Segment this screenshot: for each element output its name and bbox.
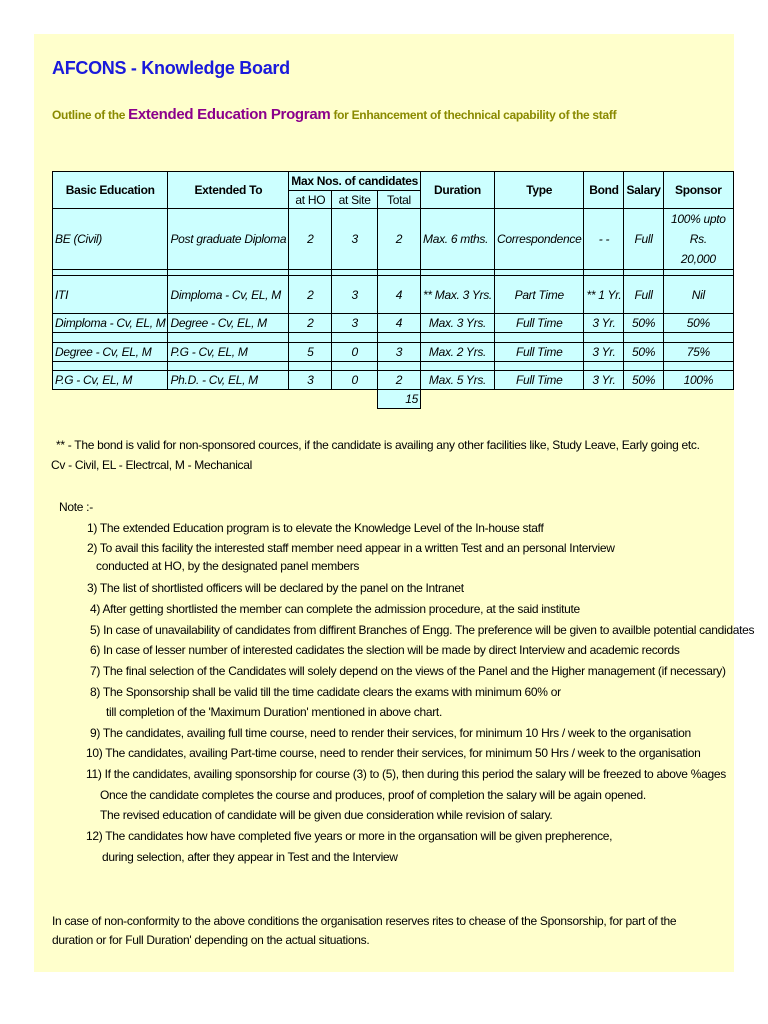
note-item: 9) The candidates, availing full time course, need to render their services, for minimum 10 Hrs / week to the organisation (90, 726, 691, 740)
page-title: AFCONS - Knowledge Board (52, 58, 290, 78)
header-type: Type (494, 172, 584, 209)
note-item: 7) The final selection of the Candidates will solely depend on the views of the Panel and the Higher management (if necessary) (90, 664, 726, 678)
cell-site: 0 (332, 371, 378, 390)
header-duration: Duration (421, 172, 495, 209)
spreadsheet-page (34, 34, 755, 972)
table-row (53, 343, 734, 362)
cell-ho: 2 (289, 314, 332, 333)
cell-total: 2 (377, 209, 420, 270)
header-extended-to: Extended To (168, 172, 289, 209)
header-total: Total (377, 191, 420, 209)
cell-type: Full Time (494, 314, 584, 333)
spacer-row (53, 362, 734, 371)
table-row (53, 209, 734, 270)
cell-duration: Max. 5 Yrs. (421, 371, 495, 390)
table-row (53, 276, 734, 314)
bond-footnote: ** - The bond is valid for non-sponsored cources, if the candidate is availing any other facilities like, Study Leave, Early going etc. (56, 438, 700, 452)
cell-salary: 50% (624, 371, 663, 390)
cell-site: 3 (332, 209, 378, 270)
cell-total: 3 (377, 343, 420, 362)
header-row-1 (53, 172, 734, 191)
note-label: Note :- (59, 500, 93, 514)
cell-total: 2 (377, 371, 420, 390)
note-item: Once the candidate completes the course and produces, proof of completion the salary will be again opened. (100, 788, 646, 802)
cell-salary: Full (624, 209, 663, 270)
header-basic-education: Basic Education (53, 172, 168, 209)
cell-extended: Dimploma - Cv, EL, M (168, 276, 289, 314)
note-item: 5) In case of unavailability of candidates from diffirent Branches of Engg. The preference will be given to availble potential candidates (90, 623, 755, 637)
cell-sponsor-line-2: 20,000 (680, 252, 716, 266)
cell-type: Full Time (494, 371, 584, 390)
note-item: 12) The candidates how have completed five years or more in the organsation will be given prepherence, (86, 829, 613, 843)
cell-type: Correspondence (494, 209, 584, 270)
cell-bond: 3 Yr. (584, 371, 624, 390)
header-max-nos: Max Nos. of candidates (289, 172, 421, 191)
closing-statement: In case of non-conformity to the above conditions the organisation reserves rites to chease of the Sponsorship, for part of the duration or for Full Duration' depending on the actual situations. (52, 914, 677, 947)
header-salary: Salary (624, 172, 663, 209)
cell-duration: Max. 3 Yrs. (421, 314, 495, 333)
cell-bond: - - (584, 209, 624, 270)
table-row (53, 314, 734, 333)
cell-duration: Max. 2 Yrs. (421, 343, 495, 362)
cell-ho: 3 (289, 371, 332, 390)
note-item: 2) To avail this facility the interested staff member need appear in a written Test and an personal Interview (87, 541, 615, 555)
grand-total-row (53, 390, 734, 409)
cell-extended: Ph.D. - Cv, EL, M (168, 371, 289, 390)
note-item: 4) After getting shortlisted the member can complete the admission procedure, at the said institute (90, 602, 580, 616)
cell-site: 0 (332, 343, 378, 362)
subtitle-post: for Enhancement of thechnical capability of the staff (330, 108, 617, 122)
cell-basic: P.G - Cv, EL, M (53, 371, 168, 390)
note-item: The revised education of candidate will be given due consideration while revision of salary. (100, 808, 553, 822)
grand-total-cell: 15 (377, 390, 420, 409)
cell-extended: Post graduate Diploma (168, 209, 289, 270)
note-item: till completion of the 'Maximum Duration' mentioned in above chart. (106, 705, 442, 719)
cell-sponsor: Nil (663, 276, 733, 314)
note-item: conducted at HO, by the designated panel members (96, 559, 360, 573)
header-at-site: at Site (332, 191, 378, 209)
subtitle-pre: Outline of the (52, 108, 129, 122)
cell-total: 4 (377, 314, 420, 333)
cell-sponsor: 75% (663, 343, 733, 362)
cell-site: 3 (332, 314, 378, 333)
cell-ho: 2 (289, 276, 332, 314)
subtitle-program: Extended Education Program (128, 106, 331, 123)
cell-sponsor (663, 209, 733, 270)
cell-total: 4 (377, 276, 420, 314)
cell-bond: ** 1 Yr. (584, 276, 624, 314)
header-sponsor: Sponsor (663, 172, 733, 209)
cell-sponsor-line-1: 100% upto Rs. (671, 212, 726, 246)
cell-extended: Degree - Cv, EL, M (168, 314, 289, 333)
cell-bond: 3 Yr. (584, 314, 624, 333)
spacer-row (53, 333, 734, 343)
cell-type: Part Time (494, 276, 584, 314)
subtitle (52, 106, 616, 123)
note-item: 3) The list of shortlisted officers will be declared by the panel on the Intranet (87, 581, 464, 595)
table-row (53, 371, 734, 390)
header-at-ho: at HO (289, 191, 332, 209)
abbreviations: Cv - Civil, EL - Electrcal, M - Mechanical (51, 458, 252, 472)
cell-ho: 2 (289, 209, 332, 270)
header-bond: Bond (584, 172, 624, 209)
cell-type: Full Time (494, 343, 584, 362)
note-item: 10) The candidates, availing Part-time course, need to render their services, for minimum 50 Hrs / week to the organisation (86, 746, 701, 760)
note-item: 6) In case of lesser number of interested cadidates the slection will be made by direct Interview and academic records (90, 643, 680, 657)
cell-basic: BE (Civil) (53, 209, 168, 270)
cell-salary: Full (624, 276, 663, 314)
cell-salary: 50% (624, 343, 663, 362)
cell-duration: ** Max. 3 Yrs. (421, 276, 495, 314)
cell-basic: ITI (53, 276, 168, 314)
cell-basic: Dimploma - Cv, EL, M (53, 314, 168, 333)
cell-duration: Max. 6 mths. (421, 209, 495, 270)
cell-sponsor: 100% (663, 371, 733, 390)
cell-site: 3 (332, 276, 378, 314)
education-program-table (52, 171, 734, 409)
note-item: 11) If the candidates, availing sponsorship for course (3) to (5), then during this period the salary will be freezed to above %ages (86, 767, 726, 781)
cell-extended: P.G - Cv, EL, M (168, 343, 289, 362)
cell-basic: Degree - Cv, EL, M (53, 343, 168, 362)
cell-ho: 5 (289, 343, 332, 362)
note-item: during selection, after they appear in Test and the Interview (102, 850, 398, 864)
cell-sponsor: 50% (663, 314, 733, 333)
cell-salary: 50% (624, 314, 663, 333)
note-item: 8) The Sponsorship shall be valid till the time cadidate clears the exams with minimum 60% or (90, 685, 561, 699)
note-item: 1) The extended Education program is to elevate the Knowledge Level of the In-house staff (87, 521, 544, 535)
cell-bond: 3 Yr. (584, 343, 624, 362)
